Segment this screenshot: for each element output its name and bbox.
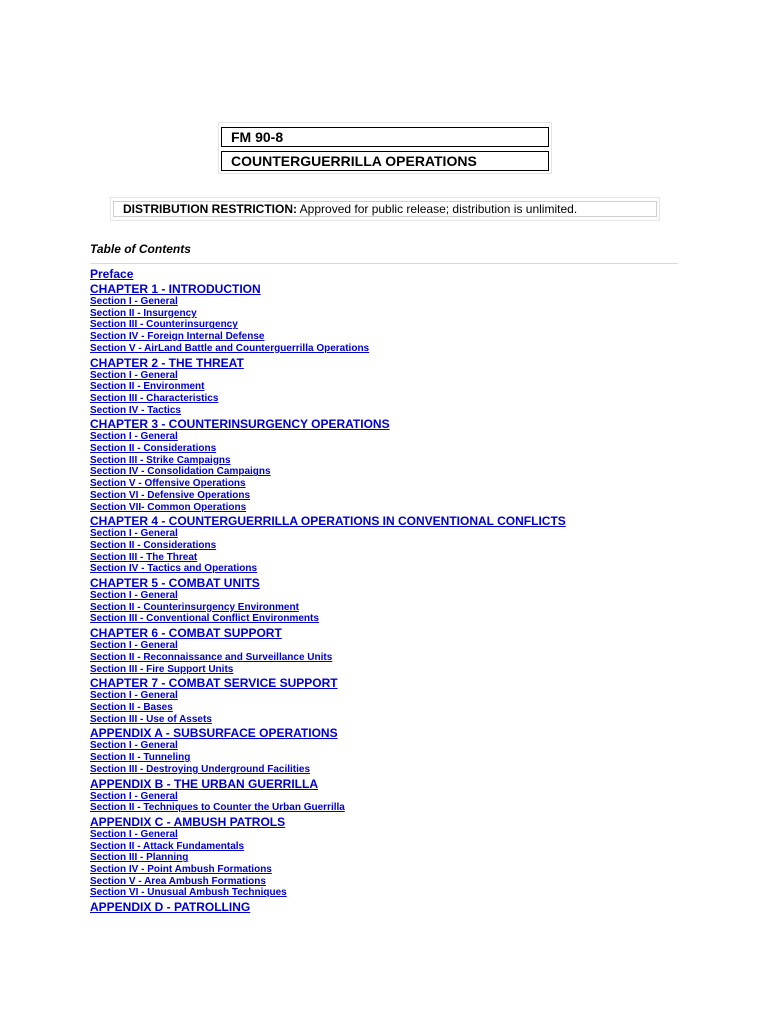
toc-link-section[interactable]: Section II - Attack Fundamentals — [90, 840, 245, 852]
toc-link-chapter[interactable]: APPENDIX B - THE URBAN GUERRILLA — [90, 776, 319, 791]
toc-link-chapter[interactable]: CHAPTER 3 - COUNTERINSURGENCY OPERATIONS — [90, 417, 390, 432]
toc-link-section[interactable]: Section VI - Defensive Operations — [90, 489, 251, 501]
toc-link-section[interactable]: Section V - Offensive Operations — [90, 478, 246, 490]
toc-link-preface[interactable]: Preface — [90, 267, 134, 281]
distribution-label: DISTRIBUTION RESTRICTION: — [123, 202, 297, 216]
toc-link-section[interactable]: Section III - The Threat — [90, 551, 198, 563]
toc-divider — [90, 263, 678, 264]
toc-link-section[interactable]: Section I - General — [90, 690, 178, 702]
document-title: COUNTERGUERRILLA OPERATIONS — [221, 151, 549, 171]
distribution-text: Approved for public release; distribution is unlimited. — [297, 202, 578, 216]
toc-link-section[interactable]: Section III - Strike Campaigns — [90, 454, 231, 466]
toc-link-section[interactable]: Section IV - Foreign Internal Defense — [90, 331, 265, 343]
toc-link-section[interactable]: Section IV - Point Ambush Formations — [90, 864, 272, 876]
toc-link-section[interactable]: Section I - General — [90, 828, 178, 840]
toc-link-chapter[interactable]: CHAPTER 5 - COMBAT UNITS — [90, 576, 260, 591]
toc-link-section[interactable]: Section II - Counterinsurgency Environment — [90, 601, 299, 613]
toc-heading: Table of Contents — [90, 242, 191, 256]
toc-link-section[interactable]: Section II - Environment — [90, 381, 205, 393]
toc-link-section[interactable]: Section I - General — [90, 296, 178, 307]
toc-link-section[interactable]: Section I - General — [90, 590, 178, 602]
toc-link-chapter[interactable]: CHAPTER 2 - THE THREAT — [90, 355, 244, 370]
toc-link-chapter[interactable]: CHAPTER 1 - INTRODUCTION — [90, 282, 261, 296]
toc-link-section[interactable]: Section I - General — [90, 740, 178, 752]
document-number: FM 90-8 — [221, 127, 549, 147]
toc-link-chapter[interactable]: APPENDIX D - PATROLLING — [90, 900, 251, 915]
toc-link-chapter[interactable]: APPENDIX A - SUBSURFACE OPERATIONS — [90, 726, 338, 741]
toc-link-chapter[interactable]: CHAPTER 6 - COMBAT SUPPORT — [90, 626, 282, 641]
toc-link-section[interactable]: Section II - Reconnaissance and Surveillance Units — [90, 651, 333, 663]
toc-link-section[interactable]: Section II - Tunneling — [90, 752, 191, 764]
toc-link-section[interactable]: Section III - Planning — [90, 852, 189, 864]
toc-link-section[interactable]: Section III - Fire Support Units — [90, 663, 234, 675]
toc-link-section[interactable]: Section II - Bases — [90, 701, 173, 713]
toc-link-section[interactable]: Section V - AirLand Battle and Counterguerrilla Operations — [90, 342, 370, 354]
toc-link-section[interactable]: Section IV - Consolidation Campaigns — [90, 466, 271, 478]
toc-link-section[interactable]: Section IV - Tactics — [90, 404, 181, 416]
table-of-contents — [90, 267, 690, 914]
toc-link-section[interactable]: Section II - Considerations — [90, 539, 217, 551]
toc-link-section[interactable]: Section III - Conventional Conflict Environments — [90, 613, 319, 625]
toc-link-section[interactable]: Section I - General — [90, 528, 178, 540]
toc-link-section[interactable]: Section III - Destroying Underground Facilities — [90, 763, 311, 775]
toc-link-section[interactable]: Section V - Area Ambush Formations — [90, 875, 266, 887]
title-box — [218, 122, 552, 174]
toc-link-section[interactable]: Section IV - Tactics and Operations — [90, 563, 258, 575]
toc-link-section[interactable]: Section I - General — [90, 790, 178, 802]
toc-link-section[interactable]: Section III - Counterinsurgency — [90, 319, 238, 331]
toc-link-chapter[interactable]: CHAPTER 4 - COUNTERGUERRILLA OPERATIONS IN CONVENTIONAL CONFLICTS — [90, 514, 566, 529]
distribution-restriction-box — [110, 197, 660, 221]
toc-link-section[interactable]: Section I - General — [90, 640, 178, 652]
toc-link-section[interactable]: Section II - Insurgency — [90, 307, 197, 319]
toc-link-section[interactable]: Section I - General — [90, 369, 178, 381]
toc-link-chapter[interactable]: APPENDIX C - AMBUSH PATROLS — [90, 814, 286, 829]
toc-link-chapter[interactable]: CHAPTER 7 - COMBAT SERVICE SUPPORT — [90, 676, 338, 691]
toc-link-section[interactable]: Section III - Characteristics — [90, 392, 219, 404]
toc-link-section[interactable]: Section II - Considerations — [90, 443, 217, 455]
distribution-restriction — [113, 201, 657, 217]
toc-link-section[interactable]: Section II - Techniques to Counter the Urban Guerrilla — [90, 802, 345, 814]
toc-link-section[interactable]: Section I - General — [90, 431, 178, 443]
toc-link-section[interactable]: Section III - Use of Assets — [90, 713, 212, 725]
toc-link-section[interactable]: Section VI - Unusual Ambush Techniques — [90, 887, 287, 899]
toc-link-section[interactable]: Section VII- Common Operations — [90, 501, 247, 513]
